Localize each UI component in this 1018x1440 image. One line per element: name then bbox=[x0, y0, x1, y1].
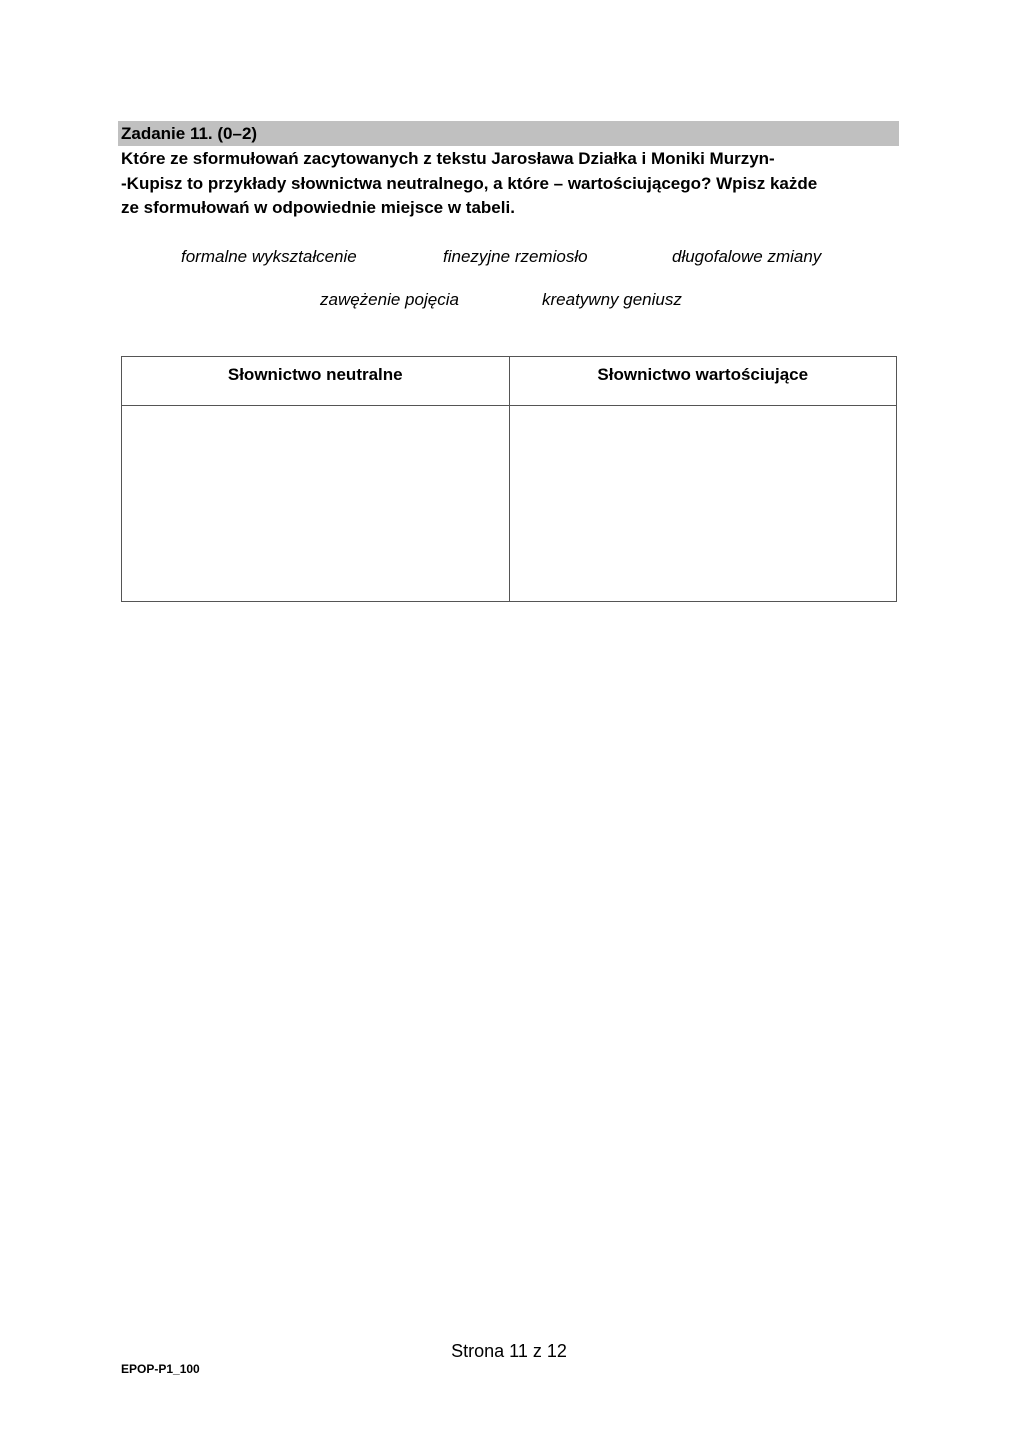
phrase-formalne-wyksztalcenie: formalne wykształcenie bbox=[181, 247, 357, 266]
page-number: Strona 11 z 12 bbox=[451, 1341, 567, 1361]
task-instruction bbox=[121, 147, 901, 221]
phrase-finezyjne-rzemioslo: finezyjne rzemiosło bbox=[443, 247, 588, 266]
column-header-neutral: Słownictwo neutralne bbox=[122, 357, 510, 406]
instruction-line: -Kupisz to przykłady słownictwa neutralnego, a które – wartościującego? Wpisz każde bbox=[121, 173, 818, 193]
answer-cell-evaluative[interactable] bbox=[509, 406, 897, 602]
task-header: Zadanie 11. (0–2) bbox=[118, 121, 899, 146]
answer-cell-neutral[interactable] bbox=[122, 406, 510, 602]
phrase-dlugofalowe-zmiany: długofalowe zmiany bbox=[672, 247, 822, 266]
phrase-zawezenie-pojecia: zawężenie pojęcia bbox=[320, 290, 459, 309]
answer-table bbox=[121, 356, 897, 602]
table-row bbox=[122, 406, 897, 602]
phrase-kreatywny-geniusz: kreatywny geniusz bbox=[542, 290, 682, 309]
column-header-evaluative: Słownictwo wartościujące bbox=[509, 357, 897, 406]
instruction-line: Które ze sformułowań zacytowanych z tekstu Jarosława Działka i Moniki Murzyn- bbox=[121, 149, 775, 168]
exam-code: EPOP-P1_100 bbox=[121, 1362, 200, 1376]
instruction-line: ze sformułowań w odpowiednie miejsce w tabeli. bbox=[121, 198, 515, 217]
table-header-row bbox=[122, 357, 897, 406]
